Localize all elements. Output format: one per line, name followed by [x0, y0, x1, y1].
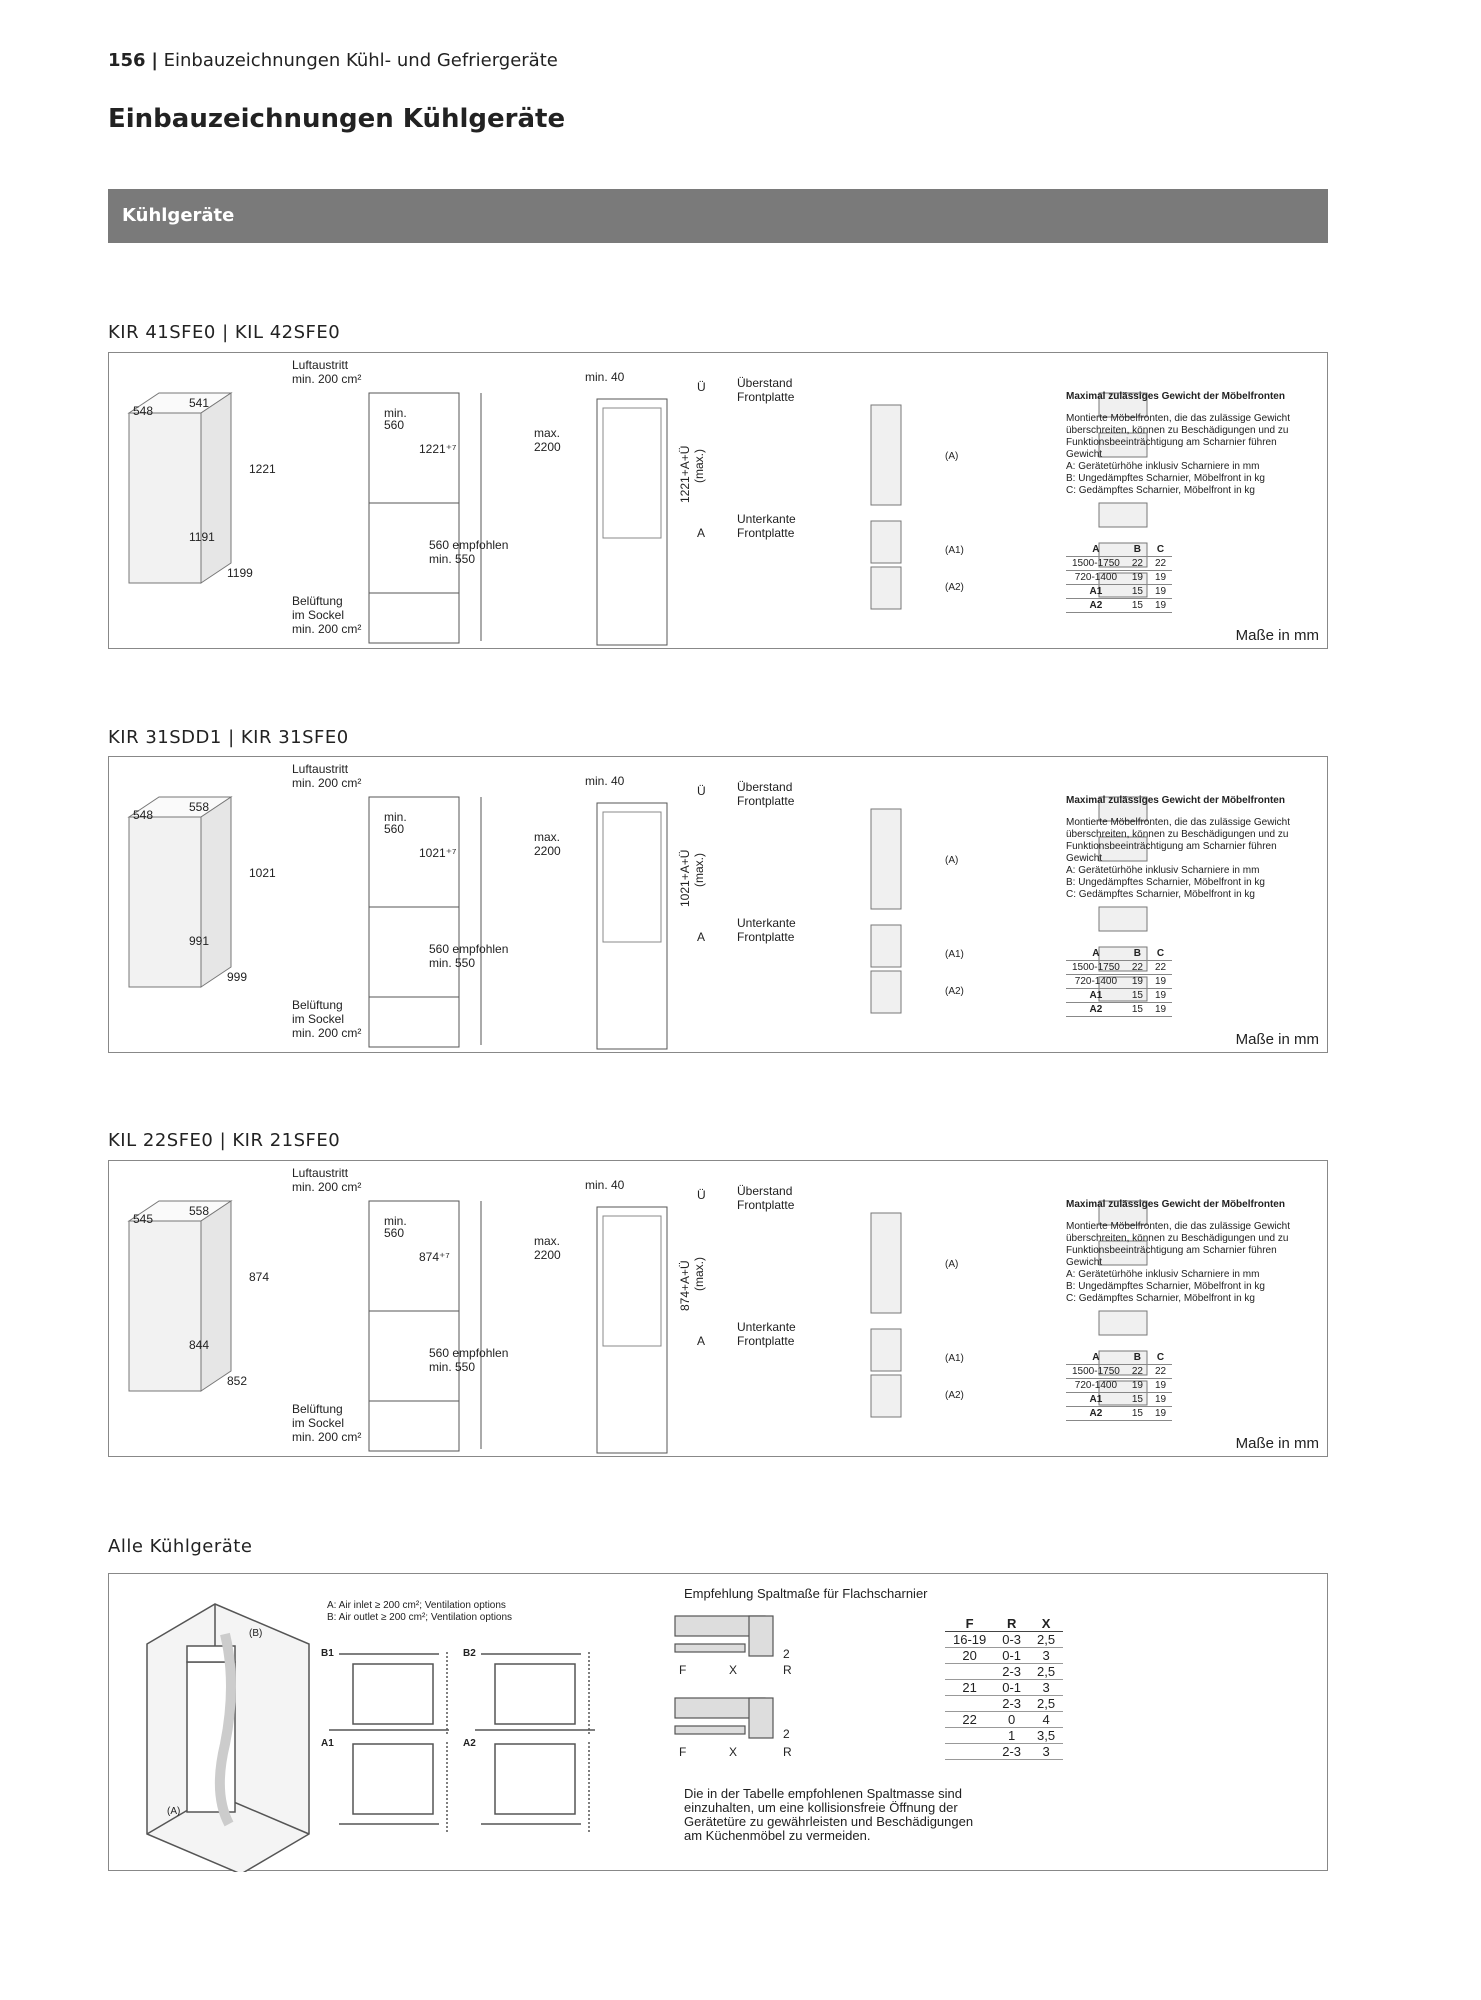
dim-depth: 558 — [189, 800, 210, 814]
weight-table-cell: A2 — [1066, 1407, 1126, 1421]
uberstand-label: Überstand — [737, 1184, 793, 1198]
spalt-cell: 2-3 — [994, 1744, 1029, 1760]
mid-dim: 560 — [384, 822, 405, 836]
callout-a2: (A2) — [945, 1390, 964, 1401]
weight-table-cell: 22 — [1126, 557, 1149, 571]
weight-table-header: B — [1126, 543, 1149, 557]
weight-table-header: B — [1126, 947, 1149, 961]
front-door — [603, 812, 661, 942]
callout-a2: (A2) — [945, 582, 964, 593]
door-upper — [871, 521, 901, 563]
page-number: 156 — [108, 50, 146, 71]
appliance-side — [201, 393, 231, 583]
front-height-dim: 1221+A+Ü — [678, 445, 692, 503]
front-max-dim: (max.) — [692, 1257, 706, 1291]
weight-table — [1066, 1351, 1172, 1421]
table-row — [1066, 1393, 1172, 1407]
dim-width: 548 — [133, 404, 154, 418]
weight-text: Montierte Möbelfronten, die das zulässige Gewicht überschreiten, können zu Beschädigungen und zu Funktionsbeeinträchtigung am Scharnier führen — [1066, 413, 1291, 448]
spalt-cell: 2-3 — [994, 1664, 1029, 1680]
table-row — [945, 1728, 1063, 1744]
label-a2: A2 — [463, 1738, 476, 1749]
weight-legend-item: A: Gerätetürhöhe inklusiv Scharniere in mm — [1066, 865, 1260, 876]
unterkante-label: Unterkante — [737, 916, 796, 930]
section-title-1: KIR 41SFE0 | KIL 42SFE0 — [108, 322, 341, 343]
callout-a: (A) — [945, 451, 959, 462]
dim-height-total: 874 — [249, 1270, 270, 1284]
luftaustritt-label: Luftaustritt — [292, 1166, 349, 1180]
front-door — [603, 1216, 661, 1346]
spalt-cell: 0-1 — [994, 1680, 1029, 1696]
u-label: Ü — [697, 380, 706, 394]
niche-outline — [369, 393, 459, 643]
dim-height-inner: 1191 — [189, 530, 215, 544]
front-door — [603, 408, 661, 538]
weight-table-header: A — [1066, 543, 1126, 557]
u-label: Ü — [697, 1188, 706, 1202]
unterkante-label: Unterkante — [737, 1320, 796, 1334]
air-inlet-note: A: Air inlet ≥ 200 cm²; Ventilation options — [327, 1600, 506, 1611]
weight-text: Montierte Möbelfronten, die das zulässige Gewicht überschreiten, können zu Beschädigungen und zu Funktionsbeeinträchtigung am Scharnier führen — [1066, 817, 1291, 852]
min550-label: min. 550 — [429, 956, 476, 970]
air-notes — [327, 1600, 512, 1624]
dim-height-inner: 991 — [189, 934, 210, 948]
weight-table-cell: A2 — [1066, 599, 1126, 613]
gap-f-1: F — [679, 1663, 687, 1677]
spalt-table — [945, 1616, 1063, 1760]
weight-legend-item: C: Gedämpftes Scharnier, Möbelfront in kg — [1066, 889, 1255, 900]
weight-legend-item: B: Ungedämpftes Scharnier, Möbelfront in kg — [1066, 877, 1265, 888]
beluftung-label: Belüftung — [292, 594, 343, 608]
dim-height-outer: 852 — [227, 1374, 248, 1388]
luftaustritt-label: Luftaustritt — [292, 358, 349, 372]
spalt-cell: 22 — [945, 1712, 994, 1728]
table-row — [1066, 1379, 1172, 1393]
running-header — [108, 50, 558, 71]
mid-dim: 560 — [384, 1226, 405, 1240]
table-row — [945, 1680, 1063, 1696]
weight-legend-item: C: Gedämpftes Scharnier, Möbelfront in kg — [1066, 485, 1255, 496]
sockel-label: im Sockel — [292, 608, 345, 622]
frontplatte-label-top: Frontplatte — [737, 794, 795, 808]
callout-a1: (A1) — [945, 545, 964, 556]
max-val: 2200 — [534, 844, 561, 858]
weight-text: Montierte Möbelfronten, die das zulässige Gewicht überschreiten, können zu Beschädigungen und zu Funktionsbeeinträchtigung am Scharnier führen — [1066, 1221, 1291, 1256]
table-row — [945, 1648, 1063, 1664]
weight-legend-item: A: Gerätetürhöhe inklusiv Scharniere in mm — [1066, 1269, 1260, 1280]
a-label: A — [697, 1334, 706, 1348]
table-row — [1066, 989, 1172, 1003]
section-title-3: KIL 22SFE0 | KIR 21SFE0 — [108, 1130, 341, 1151]
weight-table-cell: 22 — [1149, 1365, 1172, 1379]
table-row — [1066, 585, 1172, 599]
callout-a1: (A1) — [945, 949, 964, 960]
callout-a: (A) — [945, 1259, 959, 1270]
front-height-dim: 874+A+Ü — [678, 1260, 692, 1311]
hinge-detail-3 — [1099, 503, 1147, 527]
spalt-cell: 0-3 — [994, 1632, 1029, 1648]
weight-table-header: A — [1066, 1351, 1126, 1365]
dim-width: 548 — [133, 808, 154, 822]
unterkante-label: Unterkante — [737, 512, 796, 526]
min-label: min. — [384, 1214, 407, 1228]
niche-outline — [369, 1201, 459, 1451]
spalt-cell: 3 — [1029, 1648, 1063, 1664]
table-row — [945, 1712, 1063, 1728]
dim-height-inner: 844 — [189, 1338, 210, 1352]
front-outline — [597, 1207, 667, 1453]
a-label: A — [697, 526, 706, 540]
units-note: Maße in mm — [1235, 1435, 1319, 1452]
beluftung-label: Belüftung — [292, 998, 343, 1012]
hinge-detail-3 — [1099, 907, 1147, 931]
spalt-cell: 3 — [1029, 1744, 1063, 1760]
table-row — [1066, 1003, 1172, 1017]
table-row — [945, 1744, 1063, 1760]
all-appliances-panel — [108, 1573, 1328, 1871]
dim-depth: 541 — [189, 396, 210, 410]
weight-table-cell: A1 — [1066, 989, 1126, 1003]
spalt-cell: 3,5 — [1029, 1728, 1063, 1744]
appliance-body — [129, 817, 201, 987]
frontplatte-label-bottom: Frontplatte — [737, 930, 795, 944]
weight-title: Maximal zulässiges Gewicht der Möbelfronten — [1066, 1199, 1285, 1210]
header-separator: | — [151, 50, 158, 71]
page-title: Einbauzeichnungen Kühlgeräte — [108, 104, 566, 134]
front-height-dim: 1021+A+Ü — [678, 849, 692, 907]
weight-table-cell: 720-1400 — [1066, 975, 1126, 989]
frontplatte-label-bottom: Frontplatte — [737, 1334, 795, 1348]
table-row — [1066, 975, 1172, 989]
spalt-note: Die in der Tabelle empfohlenen Spaltmasse sind einzuhalten, um eine kollisionsfreie Öffnung der Gerätetüre zu gewährleisten und Beschädigungen am Küchenmöbel zu vermeiden. — [684, 1786, 974, 1843]
weight-table-cell: 19 — [1149, 599, 1172, 613]
appliance-body — [129, 413, 201, 583]
weight-legend-item: B: Ungedämpftes Scharnier, Möbelfront in kg — [1066, 1281, 1265, 1292]
weight-table — [1066, 543, 1172, 613]
weight-table-cell: 19 — [1149, 975, 1172, 989]
weight-table-cell: 19 — [1126, 571, 1149, 585]
max-val: 2200 — [534, 1248, 561, 1262]
weight-table-cell: 19 — [1126, 1379, 1149, 1393]
door-upper — [871, 925, 901, 967]
sockel-label: im Sockel — [292, 1012, 345, 1026]
appliance-body — [129, 1221, 201, 1391]
weight-table-cell: 15 — [1126, 585, 1149, 599]
dim-depth: 558 — [189, 1204, 210, 1218]
niche-outline — [369, 797, 459, 1047]
weight-table-cell: A1 — [1066, 585, 1126, 599]
spalt-header: X — [1029, 1616, 1063, 1632]
hinge-detail-3 — [1099, 1311, 1147, 1335]
frontplatte-label-bottom: Frontplatte — [737, 526, 795, 540]
appliance-side — [201, 1201, 231, 1391]
max-val: 2200 — [534, 440, 561, 454]
appliance-panel-3 — [108, 1160, 1328, 1457]
label-a: (A) — [167, 1806, 181, 1817]
table-row — [945, 1632, 1063, 1648]
table-row — [1066, 961, 1172, 975]
weight-table-header: C — [1149, 947, 1172, 961]
weight-title: Maximal zulässiges Gewicht der Möbelfronten — [1066, 795, 1285, 806]
spalt-cell: 1 — [994, 1728, 1029, 1744]
niche-dim: 1021⁺⁷ — [419, 846, 457, 860]
table-row — [1066, 599, 1172, 613]
units-note: Maße in mm — [1235, 1031, 1319, 1048]
dim-height-outer: 1199 — [227, 566, 253, 580]
air-outlet-note: B: Air outlet ≥ 200 cm²; Ventilation options — [327, 1612, 513, 1623]
running-title: Einbauzeichnungen Kühl- und Gefriergeräte — [163, 50, 558, 71]
gap-f-2: F — [679, 1745, 687, 1759]
beluftung-min: min. 200 cm² — [292, 1026, 362, 1040]
min40-label: min. 40 — [585, 1178, 625, 1192]
gap-r-1: R — [783, 1663, 792, 1677]
door-large — [871, 809, 901, 909]
table-row — [1066, 1365, 1172, 1379]
door-lower — [871, 567, 901, 609]
weight-table-cell: 15 — [1126, 599, 1149, 613]
weight-table-cell: 22 — [1149, 961, 1172, 975]
weight-legend-item: Gewicht — [1066, 449, 1103, 460]
weight-table — [1066, 947, 1172, 1017]
weight-table-cell: 1500-1750 — [1066, 1365, 1126, 1379]
empfohlen-label: 560 empfohlen — [429, 1346, 509, 1360]
appliance-side — [201, 797, 231, 987]
gap-2-1: 2 — [783, 1647, 790, 1661]
beluftung-min: min. 200 cm² — [292, 1430, 362, 1444]
category-bar: Kühlgeräte — [108, 189, 1328, 243]
luftaustritt-label: Luftaustritt — [292, 762, 349, 776]
spalt-cell — [945, 1696, 994, 1712]
max-label: max. — [534, 426, 561, 440]
uberstand-label: Überstand — [737, 780, 793, 794]
door-lower — [871, 971, 901, 1013]
weight-note — [1066, 1199, 1316, 1305]
weight-title: Maximal zulässiges Gewicht der Möbelfronten — [1066, 391, 1285, 402]
weight-table-cell: 19 — [1149, 1003, 1172, 1017]
sockel-label: im Sockel — [292, 1416, 345, 1430]
weight-table-cell: 720-1400 — [1066, 1379, 1126, 1393]
weight-legend-item: Gewicht — [1066, 1257, 1103, 1268]
units-note: Maße in mm — [1235, 627, 1319, 644]
door-lower — [871, 1375, 901, 1417]
weight-table-header: B — [1126, 1351, 1149, 1365]
luftaustritt-min: min. 200 cm² — [292, 372, 362, 386]
section-title-all: Alle Kühlgeräte — [108, 1536, 253, 1557]
weight-note — [1066, 391, 1316, 497]
front-max-dim: (max.) — [692, 449, 706, 483]
mid-dim: 560 — [384, 418, 405, 432]
door-large — [871, 405, 901, 505]
max-label: max. — [534, 1234, 561, 1248]
gap-2-2: 2 — [783, 1727, 790, 1741]
weight-table-cell: 19 — [1149, 585, 1172, 599]
weight-table-cell: 19 — [1149, 571, 1172, 585]
min550-label: min. 550 — [429, 552, 476, 566]
label-b: (B) — [249, 1628, 263, 1639]
table-row — [1066, 571, 1172, 585]
front-max-dim: (max.) — [692, 853, 706, 887]
weight-table-cell: 15 — [1126, 1407, 1149, 1421]
u-label: Ü — [697, 784, 706, 798]
weight-note — [1066, 795, 1316, 901]
table-row — [945, 1696, 1063, 1712]
spalt-cell: 4 — [1029, 1712, 1063, 1728]
label-b2: B2 — [463, 1648, 476, 1659]
callout-a2: (A2) — [945, 986, 964, 997]
gap-x-1: X — [729, 1663, 738, 1677]
min550-label: min. 550 — [429, 1360, 476, 1374]
weight-legend-item: A: Gerätetürhöhe inklusiv Scharniere in mm — [1066, 461, 1260, 472]
weight-table-cell: 1500-1750 — [1066, 557, 1126, 571]
weight-legend-item: Gewicht — [1066, 853, 1103, 864]
spalt-cell — [945, 1664, 994, 1680]
niche-dim: 1221⁺⁷ — [419, 442, 457, 456]
spalt-cell: 2,5 — [1029, 1632, 1063, 1648]
min40-label: min. 40 — [585, 774, 625, 788]
weight-table-cell: 15 — [1126, 989, 1149, 1003]
weight-legend-item: B: Ungedämpftes Scharnier, Möbelfront in kg — [1066, 473, 1265, 484]
table-row — [1066, 1407, 1172, 1421]
weight-table-cell: 19 — [1149, 1379, 1172, 1393]
spalt-cell: 20 — [945, 1648, 994, 1664]
label-b1: B1 — [321, 1648, 334, 1659]
weight-table-cell: 22 — [1149, 557, 1172, 571]
spalt-cell: 3 — [1029, 1680, 1063, 1696]
spalt-cell: 2,5 — [1029, 1664, 1063, 1680]
luftaustritt-min: min. 200 cm² — [292, 776, 362, 790]
spalt-cell: 16-19 — [945, 1632, 994, 1648]
weight-table-header: A — [1066, 947, 1126, 961]
spalt-cell — [945, 1744, 994, 1760]
weight-table-cell: 720-1400 — [1066, 571, 1126, 585]
spalt-header: F — [945, 1616, 994, 1632]
gap-x-2: X — [729, 1745, 738, 1759]
frontplatte-label-top: Frontplatte — [737, 1198, 795, 1212]
max-label: max. — [534, 830, 561, 844]
weight-table-cell: 19 — [1149, 1393, 1172, 1407]
spalt-cell: 2-3 — [994, 1696, 1029, 1712]
weight-table-cell: A2 — [1066, 1003, 1126, 1017]
weight-legend-item: C: Gedämpftes Scharnier, Möbelfront in kg — [1066, 1293, 1255, 1304]
niche-dim: 874⁺⁷ — [419, 1250, 450, 1264]
min40-label: min. 40 — [585, 370, 625, 384]
frontplatte-label-top: Frontplatte — [737, 390, 795, 404]
table-row — [1066, 557, 1172, 571]
spalt-cell: 2,5 — [1029, 1696, 1063, 1712]
front-outline — [597, 399, 667, 645]
dim-width: 545 — [133, 1212, 154, 1226]
door-upper — [871, 1329, 901, 1371]
spalt-cell: 0 — [994, 1712, 1029, 1728]
spalt-title: Empfehlung Spaltmaße für Flachscharnier — [684, 1586, 928, 1601]
spalt-header: R — [994, 1616, 1029, 1632]
appliance-panel-1 — [108, 352, 1328, 649]
uberstand-label: Überstand — [737, 376, 793, 390]
callout-a1: (A1) — [945, 1353, 964, 1364]
empfohlen-label: 560 empfohlen — [429, 942, 509, 956]
dim-height-total: 1221 — [249, 462, 276, 476]
door-large — [871, 1213, 901, 1313]
weight-table-header: C — [1149, 1351, 1172, 1365]
dim-height-total: 1021 — [249, 866, 276, 880]
min-label: min. — [384, 406, 407, 420]
gap-r-2: R — [783, 1745, 792, 1759]
beluftung-label: Belüftung — [292, 1402, 343, 1416]
weight-table-cell: 22 — [1126, 961, 1149, 975]
beluftung-min: min. 200 cm² — [292, 622, 362, 636]
empfohlen-label: 560 empfohlen — [429, 538, 509, 552]
a-label: A — [697, 930, 706, 944]
weight-table-cell: 15 — [1126, 1393, 1149, 1407]
weight-table-cell: 19 — [1126, 975, 1149, 989]
weight-table-cell: 22 — [1126, 1365, 1149, 1379]
spalt-cell: 21 — [945, 1680, 994, 1696]
front-outline — [597, 803, 667, 1049]
weight-table-cell: A1 — [1066, 1393, 1126, 1407]
weight-table-cell: 19 — [1149, 1407, 1172, 1421]
label-a1: A1 — [321, 1738, 334, 1749]
weight-table-cell: 15 — [1126, 1003, 1149, 1017]
luftaustritt-min: min. 200 cm² — [292, 1180, 362, 1194]
weight-table-cell: 19 — [1149, 989, 1172, 1003]
spalt-cell — [945, 1728, 994, 1744]
table-row — [945, 1664, 1063, 1680]
min-label: min. — [384, 810, 407, 824]
spalt-cell: 0-1 — [994, 1648, 1029, 1664]
section-title-2: KIR 31SDD1 | KIR 31SFE0 — [108, 727, 349, 748]
callout-a: (A) — [945, 855, 959, 866]
weight-table-header: C — [1149, 543, 1172, 557]
weight-table-cell: 1500-1750 — [1066, 961, 1126, 975]
appliance-panel-2 — [108, 756, 1328, 1053]
dim-height-outer: 999 — [227, 970, 248, 984]
